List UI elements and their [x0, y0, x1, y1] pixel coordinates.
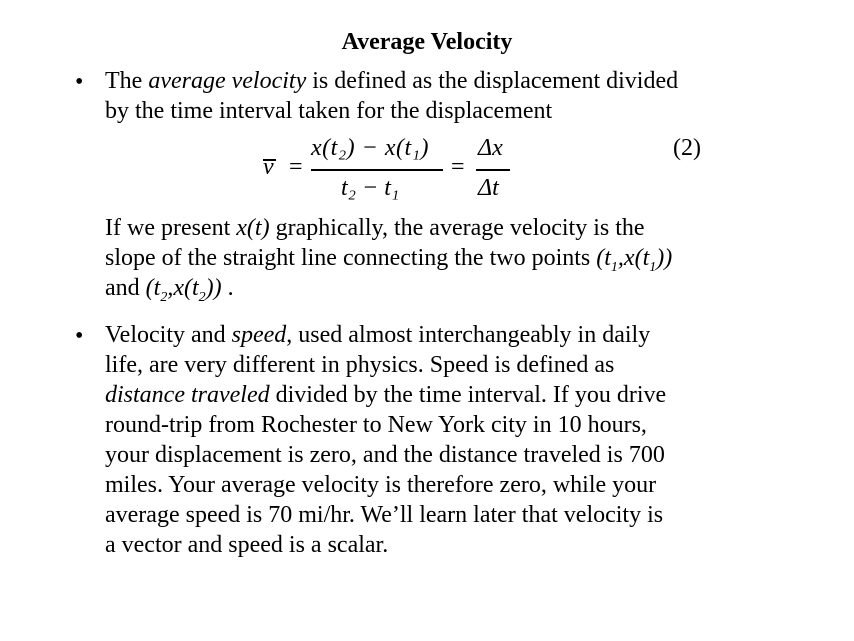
bullet-marker-1: • [75, 69, 84, 95]
bullet-1-line-2: by the time interval taken for the displacement [105, 98, 553, 124]
fraction-1-denominator: t₂ − t₁ [341, 175, 400, 201]
bullet-1b-line-1: If we present x(t) graphically, the average velocity is the [105, 215, 645, 241]
average-velocity-equation [255, 132, 525, 210]
bullet-2-line-8: a vector and speed is a scalar. [105, 532, 389, 558]
bullet-2-line-4: round-trip from Rochester to New York city in 10 hours, [105, 412, 647, 438]
fraction-1-numerator: x(t₂) − x(t₁) [311, 135, 429, 161]
bullet-2-line-2: life, are very different in physics. Speed is defined as [105, 352, 615, 378]
equation-number: (2) [673, 135, 701, 161]
bullet-1-graphical-explanation [105, 213, 805, 303]
bullet-1b-line-2: slope of the straight line connecting the two points $(t_1,x(t_1))$ [105, 245, 673, 275]
bullet-2-line-5: your displacement is zero, and the distance traveled is 700 [105, 442, 665, 468]
slide-title: Average Velocity [341, 29, 513, 55]
bullet-2-line-1: Velocity and speed, used almost interchangeably in daily [105, 322, 651, 348]
fraction-1-bar [311, 169, 443, 171]
bullet-2-velocity-vs-speed [105, 320, 805, 560]
equation-lhs: v [263, 154, 274, 180]
bullet-marker-2: • [75, 323, 84, 349]
fraction-2-bar [476, 169, 510, 171]
bullet-2-line-3: distance traveled divided by the time interval. If you drive [105, 382, 667, 408]
fraction-2-denominator: Δt [478, 175, 499, 201]
bullet-2-line-7: average speed is 70 mi/hr. We’ll learn later that velocity is [105, 502, 664, 528]
bullet-1-line-1: The average velocity is defined as the displacement divided [105, 68, 679, 94]
equals-sign-2: = [451, 154, 465, 180]
bullet-1-definition [105, 66, 805, 126]
bullet-2-line-6: miles. Your average velocity is therefore zero, while your [105, 472, 657, 498]
bullet-1b-line-3: and $(t_2,x(t_2))$ . [105, 275, 234, 305]
equals-sign-1: = [289, 154, 303, 180]
fraction-2-numerator: Δx [478, 135, 503, 161]
